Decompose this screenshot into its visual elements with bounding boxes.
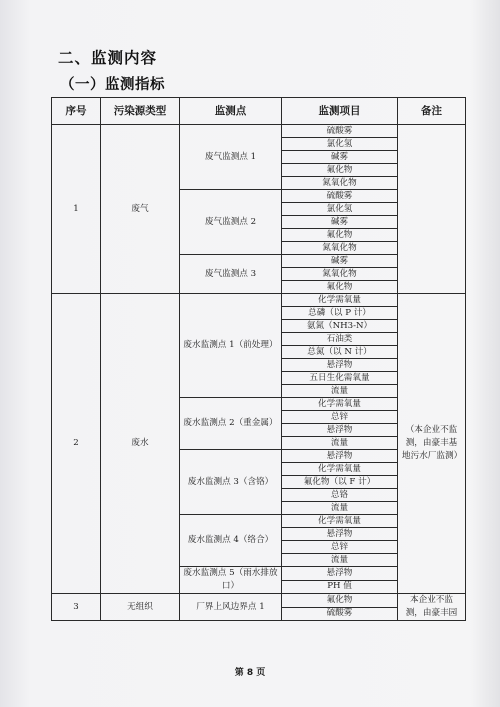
monitoring-item: 流量 xyxy=(282,502,398,515)
header-item: 监测项目 xyxy=(282,98,398,125)
monitoring-point: 废水监测点 5（雨水排放口） xyxy=(180,567,282,594)
monitoring-item: 流量 xyxy=(282,385,398,398)
row-number: 1 xyxy=(52,125,101,294)
header-source-type: 污染源类型 xyxy=(101,98,180,125)
source-type: 无组织 xyxy=(101,594,180,621)
monitoring-item: 悬浮物 xyxy=(282,424,398,437)
monitoring-item: 化学需氧量 xyxy=(282,398,398,411)
monitoring-item: 氟化物 xyxy=(282,164,398,177)
monitoring-item: 悬浮物 xyxy=(282,450,398,463)
monitoring-point: 厂界上风边界点 1 xyxy=(180,594,282,621)
monitoring-item: 总铬 xyxy=(282,489,398,502)
header-note: 备注 xyxy=(398,98,466,125)
monitoring-item: 氮氧化物 xyxy=(282,242,398,255)
row-number: 3 xyxy=(52,594,101,621)
header-no: 序号 xyxy=(52,98,101,125)
table-row xyxy=(52,125,466,138)
monitoring-item: 碱雾 xyxy=(282,216,398,229)
source-type: 废水 xyxy=(101,294,180,594)
monitoring-item: 悬浮物 xyxy=(282,359,398,372)
monitoring-point: 废水监测点 1（前处理） xyxy=(180,294,282,398)
monitoring-item: 总氮（以 N 计） xyxy=(282,346,398,359)
monitoring-item: 硫酸雾 xyxy=(282,125,398,138)
monitoring-item: 氟化物 xyxy=(282,281,398,294)
monitoring-item: 氟化物 xyxy=(282,594,398,608)
monitoring-item: 五日生化需氧量 xyxy=(282,372,398,385)
monitoring-item: 碱雾 xyxy=(282,255,398,268)
monitoring-point: 废气监测点 3 xyxy=(180,255,282,294)
monitoring-item: 氯化氢 xyxy=(282,203,398,216)
subsection-heading: （一）监测指标 xyxy=(60,77,165,93)
monitoring-point: 废气监测点 2 xyxy=(180,190,282,255)
monitoring-item: 氯化氢 xyxy=(282,138,398,151)
monitoring-item: 流量 xyxy=(282,554,398,567)
monitoring-point: 废水监测点 4（络合） xyxy=(180,515,282,567)
monitoring-item: 石油类 xyxy=(282,333,398,346)
table-header-row xyxy=(52,98,466,125)
monitoring-item: 硫酸雾 xyxy=(282,190,398,203)
monitoring-item: 总锌 xyxy=(282,541,398,554)
monitoring-item: 化学需氧量 xyxy=(282,463,398,476)
monitoring-item: 氮氧化物 xyxy=(282,177,398,190)
source-type: 废气 xyxy=(101,125,180,294)
monitoring-point: 废气监测点 1 xyxy=(180,125,282,190)
header-point: 监测点 xyxy=(180,98,282,125)
monitoring-item: 总磷（以 P 计） xyxy=(282,307,398,320)
monitoring-point: 废水监测点 2（重金属） xyxy=(180,398,282,450)
row-number: 2 xyxy=(52,294,101,594)
monitoring-item: PH 值 xyxy=(282,580,398,594)
monitoring-item: 氟化物 xyxy=(282,229,398,242)
monitoring-item: 氟化物（以 F 计） xyxy=(282,476,398,489)
monitoring-item: 化学需氧量 xyxy=(282,294,398,307)
monitoring-item: 氨氮（NH3-N） xyxy=(282,320,398,333)
monitoring-item: 化学需氧量 xyxy=(282,515,398,528)
monitoring-item: 碱雾 xyxy=(282,151,398,164)
monitoring-item: 硫酸雾 xyxy=(282,607,398,621)
page-number: 第 8 页 xyxy=(234,668,266,678)
remark: 本企业不监测，由豪丰园 xyxy=(398,594,466,621)
monitoring-item: 悬浮物 xyxy=(282,528,398,541)
monitoring-item: 流量 xyxy=(282,437,398,450)
monitoring-point: 废水监测点 3（含铬） xyxy=(180,450,282,515)
table-body xyxy=(52,125,466,621)
remark: （本企业不监测，由豪丰基地污水厂监测） xyxy=(398,294,466,594)
table-row xyxy=(52,594,466,608)
monitoring-item: 总锌 xyxy=(282,411,398,424)
table-row xyxy=(52,294,466,307)
monitoring-table xyxy=(51,97,466,621)
monitoring-item: 悬浮物 xyxy=(282,567,398,581)
remark xyxy=(398,125,466,294)
monitoring-item: 氮氧化物 xyxy=(282,268,398,281)
section-heading: 二、监测内容 xyxy=(58,49,158,67)
